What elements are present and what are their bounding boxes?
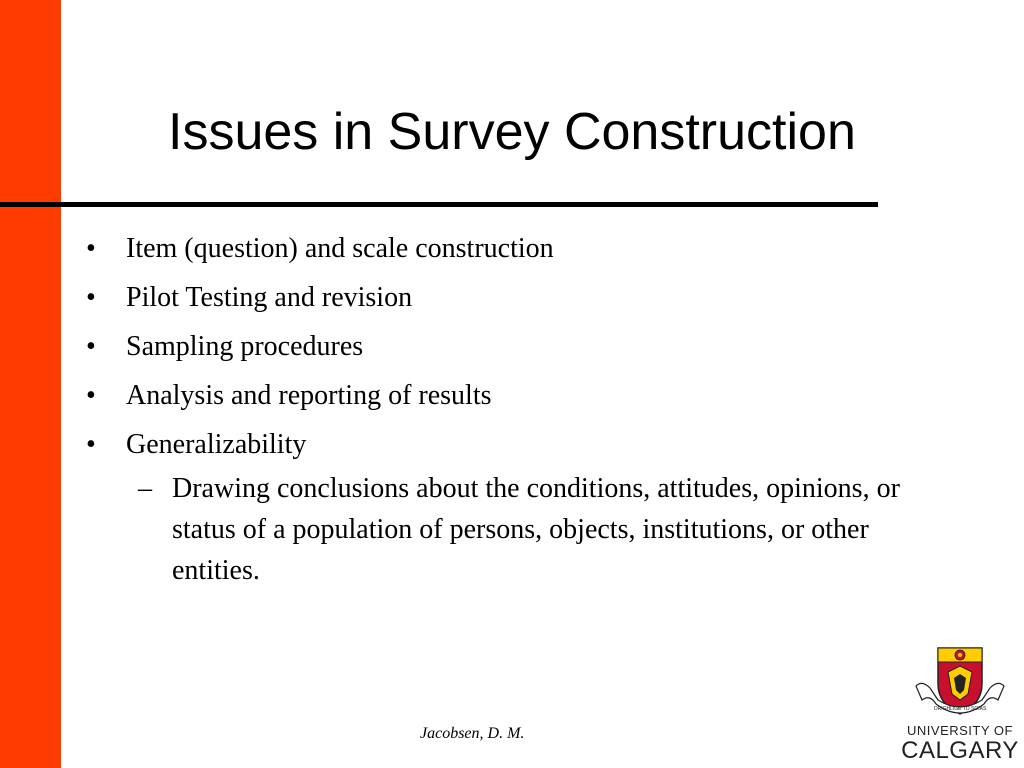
sub-bullet-item <box>86 468 946 591</box>
bullet-marker: • <box>86 429 96 460</box>
bullet-marker: • <box>86 233 96 264</box>
sub-bullet-text: Drawing conclusions about the conditions, attitudes, opinions, or status of a population of persons, objects, institutions, or other entities. <box>172 473 900 586</box>
bullet-marker: • <box>86 331 96 362</box>
bullet-text: Item (question) and scale construction <box>126 233 554 264</box>
bullet-text: Analysis and reporting of results <box>126 380 492 411</box>
bullet-item <box>86 279 946 317</box>
bullet-list <box>86 230 946 591</box>
bullet-item <box>86 230 946 268</box>
bullet-item <box>86 426 946 464</box>
sub-bullet-marker: – <box>138 473 152 504</box>
bullet-marker: • <box>86 380 96 411</box>
bullet-item <box>86 328 946 366</box>
bullet-item <box>86 377 946 415</box>
footer-author: Jacobsen, D. M. <box>420 725 525 742</box>
bullet-text: Generalizability <box>126 429 307 460</box>
title-divider <box>0 202 878 207</box>
logo-university-of: UNIVERSITY OF <box>907 723 1013 738</box>
slide-title: Issues in Survey Construction <box>168 103 856 161</box>
accent-side-bar <box>0 0 61 768</box>
logo-calgary: CALGARY <box>901 737 1019 764</box>
bullet-text: Sampling procedures <box>126 331 364 362</box>
crest-motto: ORIGHLIGE TO SOIAS <box>933 706 987 712</box>
bullet-text: Pilot Testing and revision <box>126 282 413 313</box>
bullet-marker: • <box>86 282 96 313</box>
